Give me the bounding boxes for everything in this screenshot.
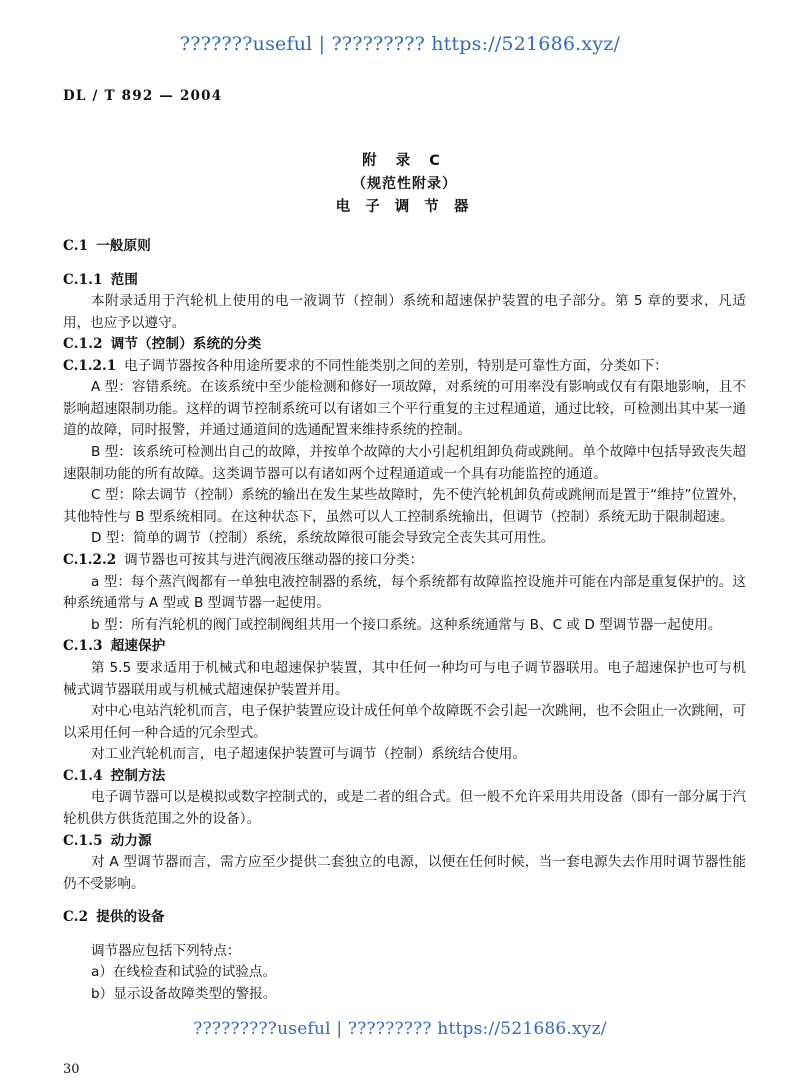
spacer [63, 929, 746, 941]
clause-c122-number: C.1.2.2 [63, 552, 117, 569]
heading-c11-number: C.1.1 [63, 271, 103, 288]
clause-c121-number: C.1.2.1 [63, 357, 117, 374]
paragraph-type-b: B 型：该系统可检测出自己的故障，并按单个故障的大小引起机组卸负荷或跳闸。单个故障中包括导致丧失超速限制功能的所有故障。这类调节器可以有诸如两个过程通道或一个具有功能监控的通道。 [63, 444, 746, 482]
paragraph-type-d: D 型：简单的调节（控制）系统，系统故障很可能会导致完全丧失其可用性。 [91, 530, 555, 547]
clause-c122 [63, 550, 746, 572]
paragraph-c13-2: 对中心电站汽轮机而言，电子保护装置应设计成任何单个故障既不会引起一次跳闸，也不会阻止一次跳闸，可以采用任何一种合适的冗余型式。 [63, 703, 746, 741]
paragraph-c14-body: 电子调节器可以是模拟或数字控制式的，或是二者的组合式。但一般不允许采用共用设备（即有一部分属于汽轮机供方供货范围之外的设备）。 [63, 789, 746, 827]
paragraph-c13-1: 第 5.5 要求适用于机械式和电超速保护装置，其中任何一种均可与电子调节器联用。电子超速保护也可与机械式调节器联用或与机械式超速保护装置并用。 [63, 659, 746, 698]
spacer [63, 895, 746, 907]
heading-c14-label: 控制方法 [110, 767, 166, 784]
heading-c15 [63, 831, 746, 853]
running-header-standard-number: DL / T 892 — 2004 [63, 88, 223, 104]
list-item-a: a）在线检查和试验的试验点。 [91, 964, 277, 981]
heading-c2 [63, 907, 746, 929]
page-number: 30 [63, 1062, 80, 1077]
heading-c11-label: 范围 [110, 271, 139, 288]
heading-c13-label: 超速保护 [110, 638, 166, 655]
heading-c12-number: C.1.2 [63, 336, 103, 353]
paragraph-interface-type-b: b 型：所有汽轮机的阀门或控制阀组共用一个接口系统。这种系统通常与 B、C 或 D 型调节器一起使用。 [91, 616, 722, 633]
heading-c1 [63, 236, 746, 258]
watermark-bottom: ?????????useful | ????????? https://521686.xyz/ [193, 1019, 607, 1039]
document-body [63, 236, 746, 1006]
paragraph-c2-intro: 调节器应包括下列特点： [91, 942, 241, 959]
heading-c12-label: 调节（控制）系统的分类 [110, 336, 262, 353]
list-item-b: b）显示设备故障类型的警报。 [91, 985, 277, 1002]
heading-c1-label: 一般原则 [96, 238, 152, 254]
spacer [63, 258, 746, 270]
annex-title-block [63, 150, 746, 219]
heading-c13 [63, 636, 746, 658]
heading-c2-label: 提供的设备 [96, 909, 165, 926]
heading-c11 [63, 270, 746, 292]
clause-c121 [63, 356, 746, 378]
clause-c121-text: 电子调节器按各种用途所要求的不同性能类别之间的差别，特别是可靠性方面，分类如下： [124, 357, 668, 374]
heading-c15-label: 动力源 [110, 832, 152, 849]
heading-c14-number: C.1.4 [63, 767, 103, 784]
annex-name: 电 子 调 节 器 [335, 199, 474, 215]
paragraph-c15-body: 对 A 型调节器而言，需方应至少提供二套独立的电源，以便在任何时候，当一套电源失去作用时调节器性能仍不受影响。 [63, 854, 746, 892]
watermark-top: ???????useful | ????????? https://521686.xyz/ [179, 33, 621, 55]
heading-c2-number: C.2 [63, 909, 89, 926]
heading-c14 [63, 766, 746, 788]
paragraph-c13-3: 对工业汽轮机而言，电子超速保护装置可与调节（控制）系统结合使用。 [91, 746, 526, 763]
heading-c15-number: C.1.5 [63, 832, 103, 849]
heading-c1-number: C.1 [63, 238, 89, 254]
paragraph-type-c: C 型：除去调节（控制）系统的输出在发生某些故障时，先不使汽轮机卸负荷或跳闸而是置于“维持”位置外，其他特性与 B 型系统相同。在这种状态下，虽然可以人工控制系统输出，但调节（控制）系统无助于限制超速。 [63, 487, 746, 525]
heading-c13-number: C.1.3 [63, 638, 103, 655]
paragraph-type-a: A 型：容错系统。在该系统中至少能检测和修好一项故障，对系统的可用率没有影响或仅有有限地影响，且不影响超速限制功能。这样的调节控制系统可以有诸如三个平行重复的主过程通道，通过比较，可检测出其中某一通道的故障，同时报警，并通过通道间的选通配置来维持系统的控制。 [63, 379, 746, 439]
annex-nature: （规范性附录） [352, 176, 457, 192]
clause-c122-text: 调节器也可按其与进汽阀液压继动器的接口分类： [124, 552, 424, 569]
annex-label: 附 录 C [362, 153, 447, 169]
paragraph-interface-type-a: a 型：每个蒸汽阀都有一单独电液控制器的系统，每个系统都有故障监控设施并可能在内部是重复保护的。这种系统通常与 A 型或 B 型调节器一起使用。 [63, 573, 746, 612]
paragraph-c11-body: 本附录适用于汽轮机上使用的电一液调节（控制）系统和超速保护装置的电子部分。第 5 章的要求，凡适用，也应予以遵守。 [63, 293, 746, 331]
heading-c12 [63, 334, 746, 356]
